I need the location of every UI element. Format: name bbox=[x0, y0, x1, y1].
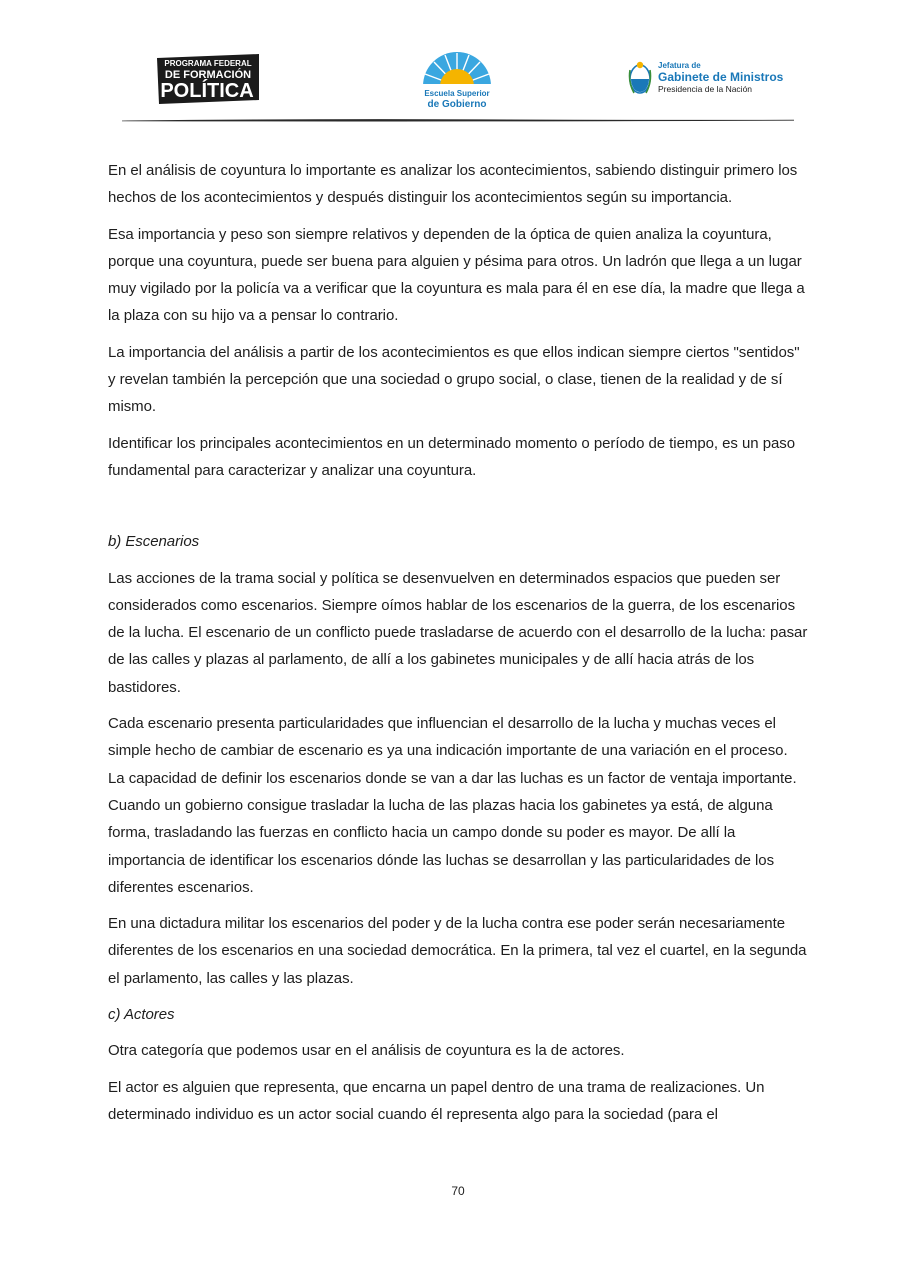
page-body bbox=[108, 157, 808, 1137]
header-divider bbox=[122, 117, 794, 123]
paragraph: El actor es alguien que representa, que encarna un papel dentro de una trama de realizaciones. Un determinado individuo es un actor social cuando él representa algo para la sociedad (para el bbox=[108, 1078, 765, 1123]
paragraph: En el análisis de coyuntura lo importante es analizar los acontecimientos, sabiendo distinguir primero los hechos de los acontecimientos y después distinguir los acontecimientos según su importancia. bbox=[108, 162, 798, 207]
paragraph: En una dictadura militar los escenarios del poder y de la lucha contra ese poder serán necesariamente diferentes de los escenarios en una sociedad democrática. En la primera, tal vez el cuartel, en la segunda el parlamento, las calles y las plazas. bbox=[108, 915, 807, 987]
jefatura-gabinete-logo-graphic bbox=[628, 58, 788, 100]
section-heading-escenarios: b) Escenarios bbox=[108, 533, 200, 551]
paragraph: La importancia del análisis a partir de los acontecimientos es que ellos indican siempre ciertos "sentidos" y revelan también la percepción que una sociedad o grupo social, o clase, tienen de la realidad y de sí mismo. bbox=[108, 343, 800, 416]
page-header bbox=[0, 0, 906, 130]
escuela-superior-logo bbox=[418, 50, 496, 110]
programa-federal-logo-graphic bbox=[155, 54, 261, 104]
paragraph: Cada escenario presenta particularidades que influencian el desarrollo de la lucha y muchas veces el simple hecho de cambiar de escenario es ya una indicación importante de una variación en el proceso. La capacidad de definir los escenarios donde se van a dar las luchas es un factor de ventaja importante. Cuando un gobierno consigue trasladar la lucha de las plazas hacia los gabinetes ya está, de alguna forma, trasladando las fuerzas en conflicto hacia un campo donde su poder es mayor. De allí la importancia de identificar los escenarios dónde las luchas se desarrollan y las particularidades de los diferentes escenarios. bbox=[108, 715, 797, 896]
logo-left-line2: DE FORMACIÓN bbox=[164, 69, 252, 81]
logo-right-line2: Gabinete de Ministros bbox=[658, 70, 784, 84]
paragraph: Esa importancia y peso son siempre relativos y dependen de la óptica de quien analiza la coyuntura, porque una coyuntura, puede ser buena para alguien y pésima para otros. Un ladrón que llega a un lugar muy vigilado por la policía va a verificar que la coyuntura es mala para él en ese día, la madre que llega a la plaza con su hijo va a pensar lo contrario. bbox=[108, 225, 805, 325]
page-number: 70 bbox=[451, 1184, 465, 1198]
coat-of-arms-icon bbox=[630, 62, 651, 93]
logo-right-line1: Jefatura de bbox=[658, 61, 701, 70]
programa-federal-logo bbox=[155, 54, 261, 104]
section-spacer bbox=[108, 493, 808, 528]
section-heading-actores: c) Actores bbox=[108, 1006, 175, 1024]
logo-center-line1: Escuela Superior bbox=[424, 89, 490, 98]
paragraph: Identificar los principales acontecimientos en un determinado momento o período de tiempo, es un paso fundamental para caracterizar y analizar una coyuntura. bbox=[108, 434, 796, 479]
paragraph: Otra categoría que podemos usar en el análisis de coyuntura es la de actores. bbox=[108, 1042, 625, 1060]
sun-emblem-icon bbox=[418, 50, 496, 110]
logo-right-line3: Presidencia de la Nación bbox=[658, 84, 753, 94]
logo-left-line1: PROGRAMA FEDERAL bbox=[164, 59, 252, 68]
logo-left-line3: POLÍTICA bbox=[160, 80, 254, 102]
jefatura-gabinete-logo bbox=[628, 58, 788, 100]
logo-center-line2: de Gobierno bbox=[427, 99, 487, 110]
paragraph: Las acciones de la trama social y política se desenvuelven en determinados espacios que pueden ser considerados como escenarios. Siempre oímos hablar de los escenarios de la guerra, de los escenarios de la lucha. El escenario de un conflicto puede trasladarse de acuerdo con el desarrollo de la lucha: pasar de las calles y plazas al parlamento, de allí a los gabinetes municipales y de allí hacia atrás de los bastidores. bbox=[108, 569, 808, 696]
